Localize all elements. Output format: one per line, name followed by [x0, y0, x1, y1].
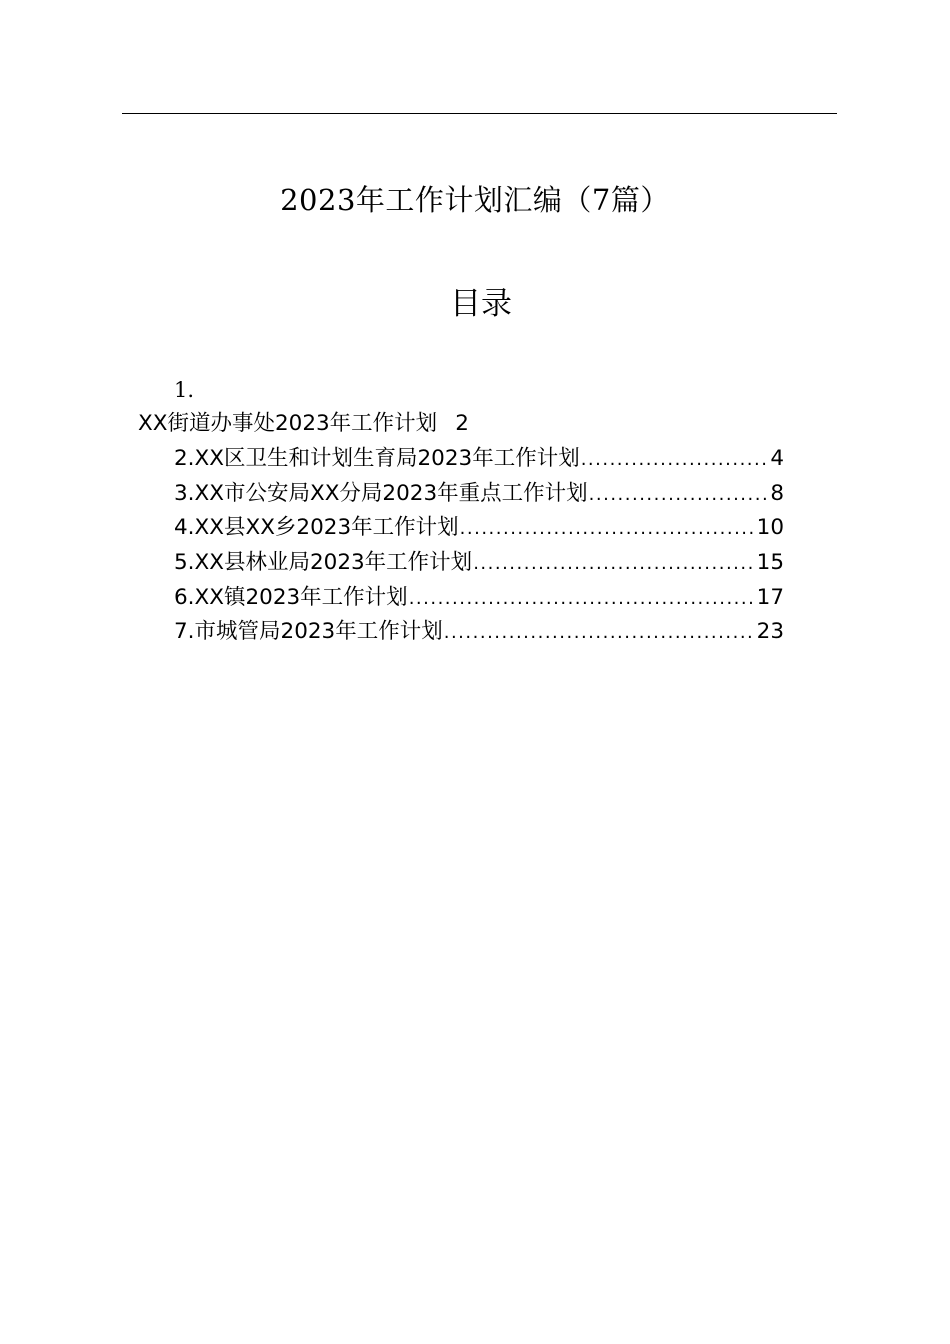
- header-rule: [122, 113, 837, 114]
- toc-entry-page: 15: [756, 550, 784, 575]
- toc-entry-1-number: 1.: [174, 378, 195, 402]
- toc-dot-leader: [409, 584, 756, 614]
- toc-entry-2[interactable]: [174, 444, 784, 474]
- toc-entry-title: 4.XX县XX乡2023年工作计划: [174, 515, 459, 540]
- toc-entry-page: 2: [455, 411, 469, 436]
- toc-entry-page: 17: [756, 585, 784, 610]
- toc-heading: 目录: [450, 286, 512, 322]
- toc-entry-6[interactable]: [174, 583, 784, 613]
- toc-entry-title: 6.XX镇2023年工作计划: [174, 585, 408, 610]
- toc-entry-3[interactable]: [174, 479, 784, 509]
- toc-dot-leader: [473, 549, 755, 579]
- toc-entry-title: 2.XX区卫生和计划生育局2023年工作计划: [174, 446, 580, 471]
- toc-entry-title: XX街道办事处2023年工作计划: [138, 411, 438, 436]
- document-title: 2023年工作计划汇编（7篇）: [280, 183, 670, 217]
- toc-dot-leader: [581, 445, 770, 475]
- toc-entry-page: 8: [770, 481, 784, 506]
- toc-entry-7[interactable]: [174, 617, 784, 647]
- toc-dot-leader: [589, 480, 770, 510]
- toc-entry-title: 5.XX县林业局2023年工作计划: [174, 550, 473, 575]
- toc-entry-title: 7.市城管局2023年工作计划: [174, 619, 443, 644]
- toc-entry-5[interactable]: [174, 548, 784, 578]
- toc-dot-leader: [444, 618, 756, 648]
- toc-entry-4[interactable]: [174, 513, 784, 543]
- toc-entry-1[interactable]: [138, 409, 469, 439]
- toc-dot-leader: [460, 514, 756, 544]
- toc-entry-page: 4: [770, 446, 784, 471]
- toc-entry-page: 10: [756, 515, 784, 540]
- toc-entry-page: 23: [756, 619, 784, 644]
- toc-entry-title: 3.XX市公安局XX分局2023年重点工作计划: [174, 481, 588, 506]
